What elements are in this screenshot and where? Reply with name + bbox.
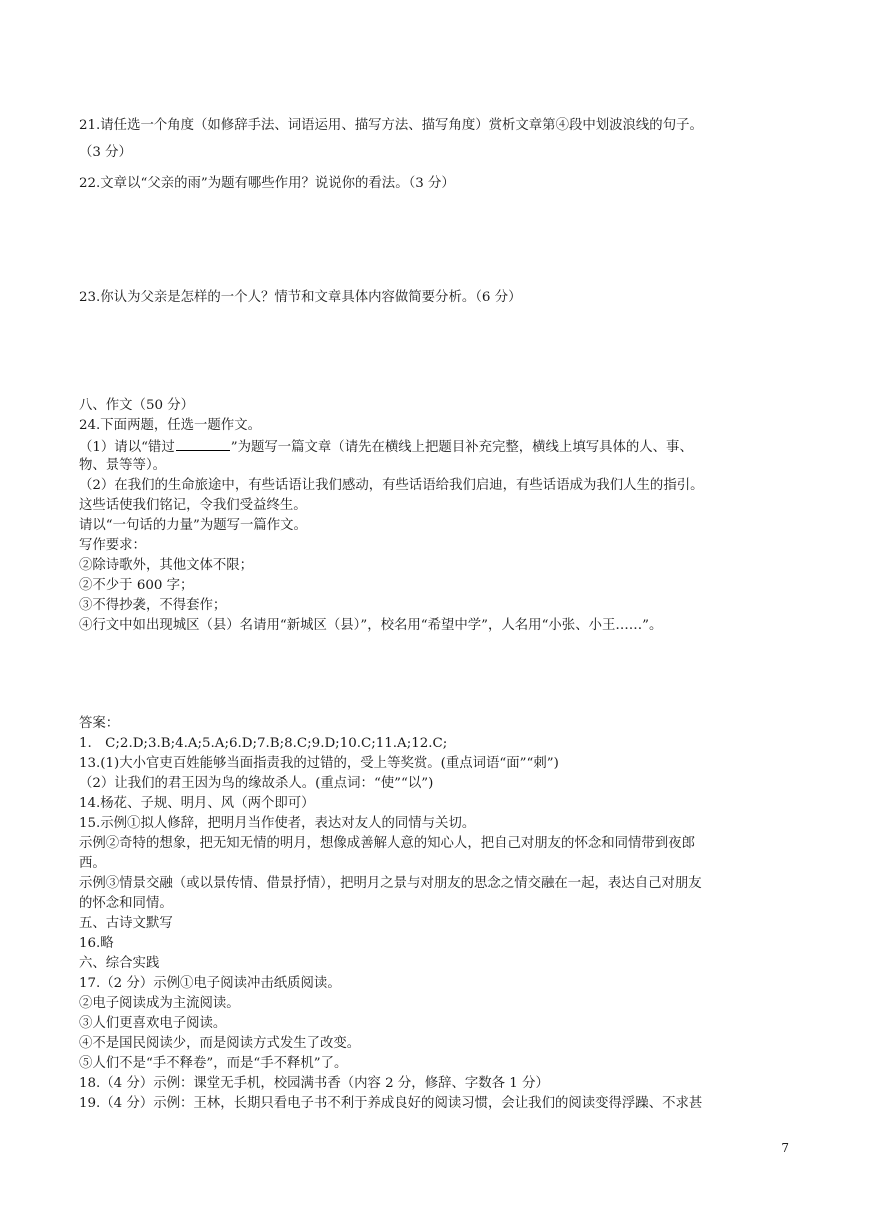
answer-13-part2: （2）让我们的君王因为鸟的缘故杀人。(重点词：“使”“以”) [79,776,434,791]
requirements-title: 写作要求： [79,538,146,553]
page-number: 7 [781,1141,789,1155]
q21-text-line2: （3 分） [79,145,132,160]
answer-15-example3-line1: 示例③情景交融（或以景传情、借景抒情），把明月之景与对朋友的思念之情交融在一起，表达自己对朋友 [79,876,702,891]
option1-suffix: ”为题写一篇文章（请先在横线上把题目补充完整，横线上填写具体的人、事、 [230,440,693,455]
q23-text: 23.你认为父亲是怎样的一个人？情节和文章具体内容做简要分析。（6 分） [79,290,522,305]
answer-17-example5: ⑤人们不是“手不释卷”，而是“手不释机”了。 [79,1056,348,1071]
answer-18: 18.（4 分）示例：课堂无手机，校园满书香（内容 2 分，修辞、字数各 1 分） [79,1076,549,1091]
option1-line2: 物、景等等）。 [79,458,167,473]
answer-17-example1: 17.（2 分）示例①电子阅读冲击纸质阅读。 [79,976,341,991]
answer-13-part1: 13.(1)大小官吏百姓能够当面指责我的过错的，受上等奖赏。(重点词语“面”“刺”) [79,756,559,771]
option1-prefix: （1）请以“错过 [79,440,175,455]
requirement-2: ②不少于 600 字； [79,578,194,593]
option2-line1: （2）在我们的生命旅途中，有些话语让我们感动，有些话语给我们启迪，有些话语成为我们人生的指引。 [79,478,704,493]
requirement-3: ③不得抄袭，不得套作； [79,598,227,613]
answer-15-example3-line2: 的怀念和同情。 [79,896,173,911]
q21-text-line1: 21.请任选一个角度（如修辞手法、词语运用、描写方法、描写角度）赏析文章第④段中划波浪线的句子。 [79,118,703,133]
answer-15-example1: 15.示例①拟人修辞，把明月当作使者，表达对友人的同情与关切。 [79,816,476,831]
q24-text: 24.下面两题，任选一题作文。 [79,418,261,433]
answer-15-example2-line1: 示例②奇特的想象，把无知无情的明月，想像成善解人意的知心人，把自己对朋友的怀念和同情带到夜郎 [79,836,695,851]
section-5-heading: 五、古诗文默写 [79,916,173,931]
composition-heading: 八、作文（50 分） [79,398,195,413]
title-blank-line [176,438,230,451]
requirement-1: ②除诗歌外，其他文体不限； [79,558,254,573]
answer-1-12: 1. C;2.D;3.B;4.A;5.A;6.D;7.B;8.C;9.D;10.C;11.A;12.C; [79,736,448,751]
option2-line3: 请以“一句话的力量”为题写一篇作文。 [79,518,307,533]
option1-line1 [79,438,693,456]
answer-14: 14.杨花、子规、明月、风（两个即可） [79,796,315,811]
answer-19: 19.（4 分）示例：王林，长期只看电子书不利于养成良好的阅读习惯，会让我们的阅读变得浮躁、不求甚 [79,1096,703,1111]
answer-17-example3: ③人们更喜欢电子阅读。 [79,1016,227,1031]
section-6-heading: 六、综合实践 [79,956,160,971]
answer-15-example2-line2: 西。 [79,856,106,871]
option2-line2: 这些话使我们铭记，令我们受益终生。 [79,498,307,513]
answer-17-example2: ②电子阅读成为主流阅读。 [79,996,240,1011]
requirement-4: ④行文中如出现城区（县）名请用“新城区（县）”，校名用“希望中学”，人名用“小张、小王……”。 [79,618,663,633]
answer-16: 16.略 [79,936,114,951]
q22-text: 22.文章以“父亲的雨”为题有哪些作用？说说你的看法。（3 分） [79,176,455,191]
answers-title: 答案： [79,716,120,731]
answer-17-example4: ④不是国民阅读少，而是阅读方式发生了改变。 [79,1036,361,1051]
